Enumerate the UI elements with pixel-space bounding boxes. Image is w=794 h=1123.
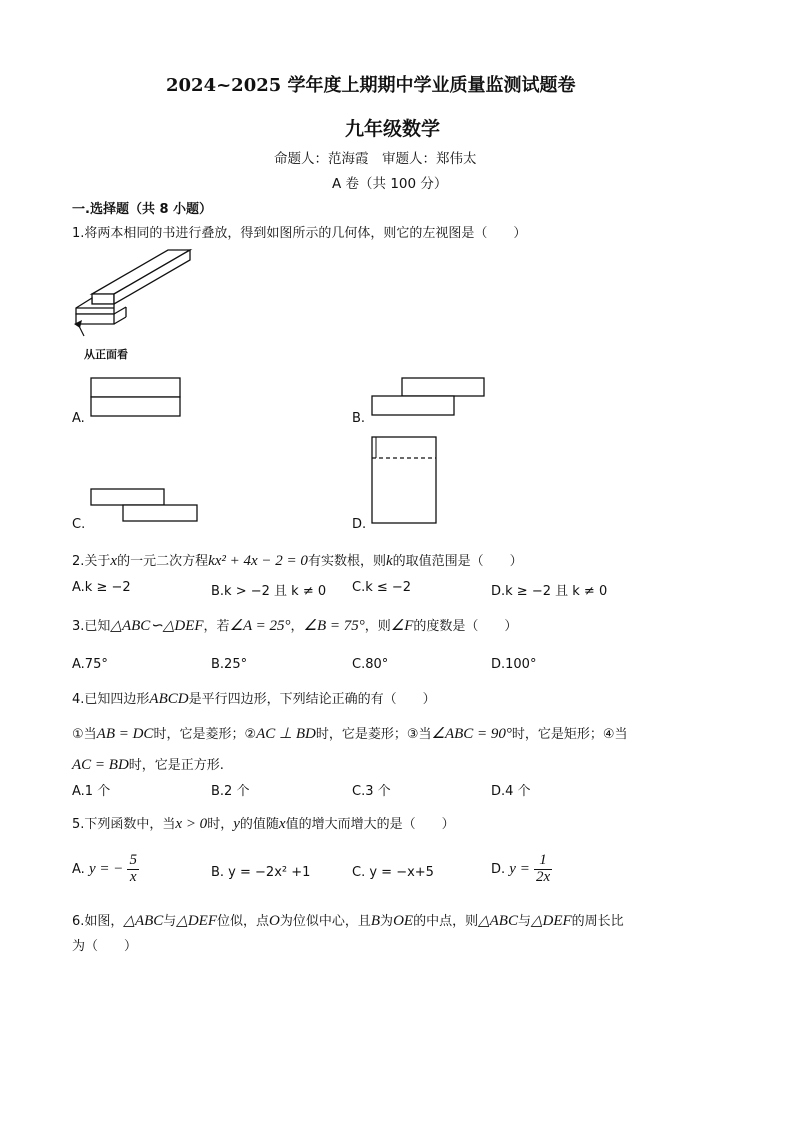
q5-text-d: 值的增大而增大的是（ ） <box>285 817 455 832</box>
q5-d-den: 2x <box>535 868 551 885</box>
question-4-stem <box>72 688 436 708</box>
q3-text-a: 3.已知 <box>72 619 111 634</box>
question-1-stem: 1.将两本相同的书进行叠放，得到如图所示的几何体，则它的左视图是（ ） <box>72 226 527 241</box>
q4-cond-1: AB = DC <box>96 726 154 742</box>
question-3-stem <box>72 615 517 635</box>
q5-d-fraction <box>534 853 552 886</box>
question-6-stem <box>72 910 624 930</box>
section-heading: 一.选择题（共 8 小题） <box>72 202 213 217</box>
q5-a-fraction <box>127 853 139 886</box>
q5-option-c: C. y = −x+5 <box>352 865 434 880</box>
q6-text-b: 与 <box>163 914 177 929</box>
q2-option-c: C.k ≤ −2 <box>352 580 412 595</box>
q1-option-b-label: B. <box>352 411 366 426</box>
q6-line2: 为（ ） <box>72 939 138 954</box>
q6-point-b: B <box>370 913 381 929</box>
q5-d-num: 1 <box>534 853 552 870</box>
q3-option-c: C.80° <box>352 657 389 672</box>
q4-text-b: 是平行四边形，下列结论正确的有（ ） <box>188 692 436 707</box>
q6-text-h: 的周长比 <box>571 914 624 929</box>
q4-option-c: C.3 个 <box>352 784 391 799</box>
authors-line: 命题人：范海霞 审题人：郑伟太 <box>274 151 477 167</box>
q4-option-a: A.1 个 <box>72 784 111 799</box>
q6-point-o: O <box>269 913 280 929</box>
q2-option-d: D.k ≥ −2 且 k ≠ 0 <box>491 584 608 599</box>
q4-cond-4: AC = BD <box>72 757 129 773</box>
q6-text-a: 6.如图， <box>72 914 124 929</box>
q5-option-a <box>72 853 139 886</box>
q2-text-d: 的取值范围是（ ） <box>392 554 523 569</box>
q1-option-a-label: A. <box>72 411 85 426</box>
q6-text-f: 的中点，则 <box>413 914 479 929</box>
q3-angle-b: ∠B = 75° <box>303 618 365 634</box>
q3-option-d: D.100° <box>491 657 537 672</box>
q4-l1-c: 时，它是菱形；③当 <box>315 727 432 742</box>
q4-statements-line1 <box>72 723 628 743</box>
q4-option-d: D.4 个 <box>491 784 531 799</box>
q4-l1-d: 时，它是矩形；④当 <box>511 727 628 742</box>
q1-stacked-books-figure <box>70 246 200 346</box>
q6-tri-1: △ABC <box>123 913 164 929</box>
q1-option-c-label: C. <box>72 517 86 532</box>
q5-cond: x > 0 <box>175 816 208 832</box>
q5-var-x: x <box>278 816 286 832</box>
q2-option-a: A.k ≥ −2 <box>72 580 131 595</box>
q1-option-d-label: D. <box>352 517 367 532</box>
q5-a-den: x <box>129 868 137 885</box>
q2-equation: kx² + 4x − 2 = 0 <box>208 553 308 569</box>
q5-d-lhs: y = <box>509 860 530 877</box>
q2-var-k: k <box>385 553 393 569</box>
question-2-stem <box>72 550 523 570</box>
q5-a-prefix: A. <box>72 861 85 877</box>
q2-text-c: 有实数根，则 <box>307 554 386 569</box>
q5-option-d <box>491 853 552 886</box>
q6-text-d: 为位似中心，且 <box>279 914 371 929</box>
q5-var-y: y <box>233 816 240 832</box>
q3-angle-f: ∠F <box>390 618 414 634</box>
q4-abcd: ABCD <box>149 691 189 707</box>
q5-text-a: 5.下列函数中，当 <box>72 817 176 832</box>
q1-figure-caption: 从正面看 <box>84 348 128 361</box>
q5-option-b: B. y = −2x² +1 <box>211 865 311 880</box>
q2-var-x: x <box>110 553 118 569</box>
q3-option-b: B.25° <box>211 657 248 672</box>
q6-seg-oe: OE <box>393 913 414 929</box>
q4-cond-3: ∠ABC = 90° <box>431 726 512 742</box>
q4-text-a: 4.已知四边形 <box>72 692 150 707</box>
subject-title: 九年级数学 <box>345 118 441 140</box>
q4-l1-a: ①当 <box>72 727 97 742</box>
q5-a-lhs: y = − <box>88 860 124 877</box>
q1-option-b-figure <box>371 377 487 419</box>
q3-similar: △ABC∽△DEF <box>110 618 204 634</box>
q6-tri-2: △DEF <box>176 913 217 929</box>
q1-option-a-figure <box>90 377 182 419</box>
q6-tri-4: △DEF <box>530 913 572 929</box>
q6-text-g: 与 <box>517 914 531 929</box>
question-5-stem <box>72 813 455 833</box>
q6-tri-3: △ABC <box>478 913 518 929</box>
q4-l2: 时，它是正方形. <box>128 758 224 773</box>
q6-text-e: 为 <box>380 914 394 929</box>
q3-option-a: A.75° <box>72 657 108 672</box>
q4-option-b: B.2 个 <box>211 784 250 799</box>
q1-option-c-figure <box>90 488 202 524</box>
q4-l1-b: 时，它是菱形；② <box>153 727 257 742</box>
q6-text-c: 位似，点 <box>217 914 270 929</box>
q5-a-num: 5 <box>129 852 137 868</box>
q3-text-d: 的度数是（ ） <box>413 619 518 634</box>
q3-comma: ， <box>290 619 304 634</box>
q2-text-a: 2.关于 <box>72 554 111 569</box>
q1-option-d-figure <box>371 436 439 528</box>
q2-option-b: B.k > −2 且 k ≠ 0 <box>211 584 327 599</box>
q5-text-c: 的值随 <box>239 817 279 832</box>
exam-title: 2024~2025 学年度上期期中学业质量监测试题卷 <box>166 75 576 96</box>
q2-text-b: 的一元二次方程 <box>117 554 209 569</box>
q4-statements-line2 <box>72 754 224 774</box>
paper-part: A 卷（共 100 分） <box>332 176 448 192</box>
q5-d-prefix: D. <box>491 861 506 877</box>
q4-cond-2: AC ⊥ BD <box>256 726 316 742</box>
q3-angle-a: ∠A = 25° <box>229 618 291 634</box>
q3-text-c: ，则 <box>364 619 391 634</box>
q3-text-b: ，若 <box>203 619 230 634</box>
q5-text-b: 时， <box>207 817 234 832</box>
